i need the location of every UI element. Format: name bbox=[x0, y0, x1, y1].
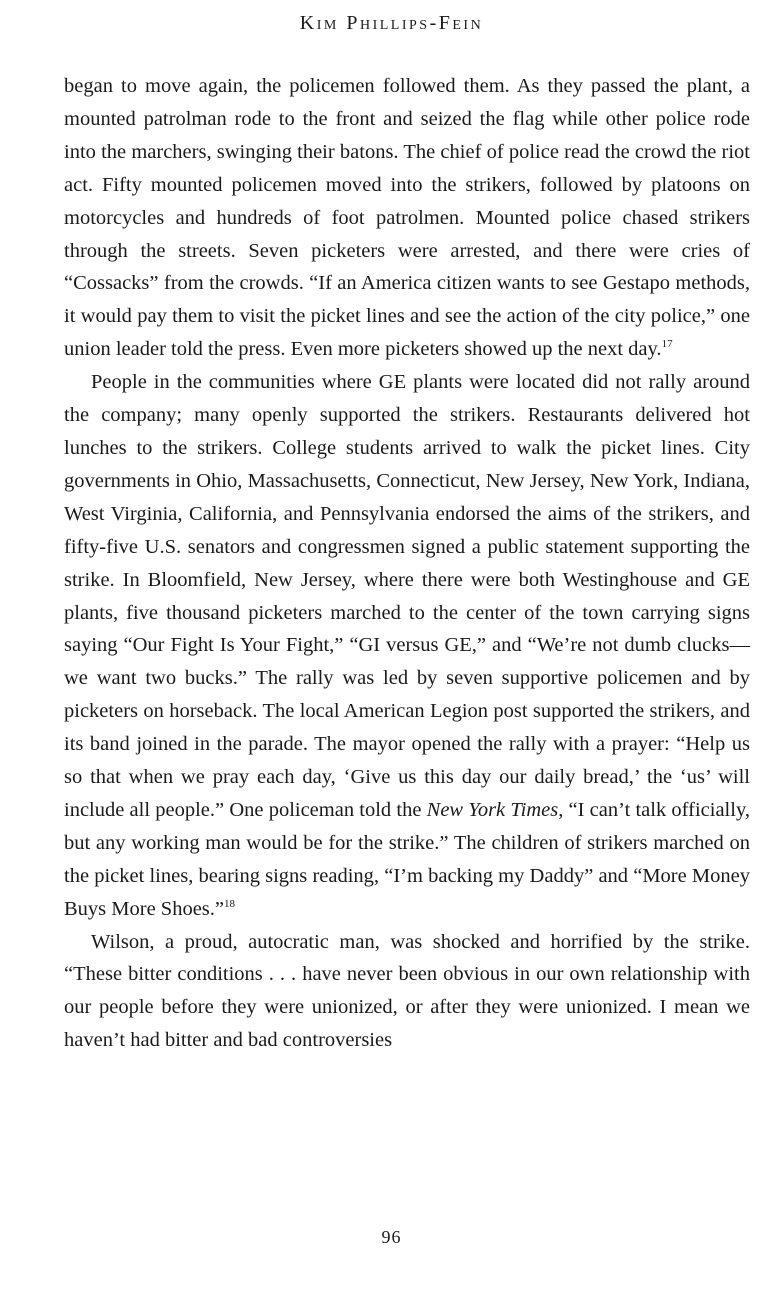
paragraph-3 bbox=[64, 926, 750, 1058]
body-text bbox=[64, 70, 750, 1057]
paragraph-2 bbox=[64, 366, 750, 925]
page-number: 96 bbox=[381, 1227, 402, 1247]
paragraph-2-text-a: People in the communities where GE plants were located did not rally around the company; many openly supported the strikers. Restaurants delivered hot lunches to the strikers. College students arrived to walk the picket lines. City governments in Ohio, Massachusetts, Connecticut, New Jersey, New York, Indiana, West Virginia, California, and Pennsylvania endorsed the aims of the strikers, and fifty-five U.S. senators and congressmen signed a public statement supporting the strike. In Bloomfield, New Jersey, where there were both Westinghouse and GE plants, five thousand picketers marched to the center of the town carrying signs saying “Our Fight Is Your Fight,” “GI versus GE,” and “We’re not dumb clucks—we want two bucks.” The rally was led by seven supportive policemen and by picketers on horseback. The local American Legion post supported the strikers, and its band joined in the parade. The mayor opened the rally with a prayer: “Help us so that when we pray each day, ‘Give us this day our daily bread,’ the ‘us’ will include all people.” One policeman told the bbox=[64, 371, 750, 821]
paragraph-3-text: Wilson, a proud, autocratic man, was shocked and horrified by the strike. “These bitter conditions . . . have never been obvious in our own relationship with our people before they were unionized, or after they were unionized. I mean we haven’t had bitter and bad controversies bbox=[64, 930, 750, 1052]
endnote-marker-18: 18 bbox=[224, 897, 236, 910]
endnote-marker-17: 17 bbox=[661, 338, 673, 351]
newspaper-title: New York Times bbox=[426, 798, 559, 821]
paragraph-1-text: began to move again, the policemen followed them. As they passed the plant, a mounted patrolman rode to the front and seized the flag while other police rode into the marchers, swinging their batons. The chief of police read the crowd the riot act. Fifty mounted policemen moved into the strikers, followed by platoons on motorcycles and hundreds of foot patrolmen. Mounted police chased strikers through the streets. Seven picketers were arrested, and there were cries of “Cossacks” from the crowds. “If an America citizen wants to see Gestapo methods, it would pay them to visit the picket lines and see the action of the city police,” one union leader told the press. Even more picketers showed up the next day. bbox=[64, 75, 750, 361]
running-head: Kim Phillips-Fein bbox=[299, 12, 484, 34]
paragraph-1 bbox=[64, 70, 750, 366]
paragraph-2-text-b: , “I can’t talk officially, but any working man would be for the strike.” The children of strikers marched on the picket lines, bearing signs reading, “I’m backing my Daddy” and “More Money Buys More Shoes.” bbox=[64, 798, 750, 920]
